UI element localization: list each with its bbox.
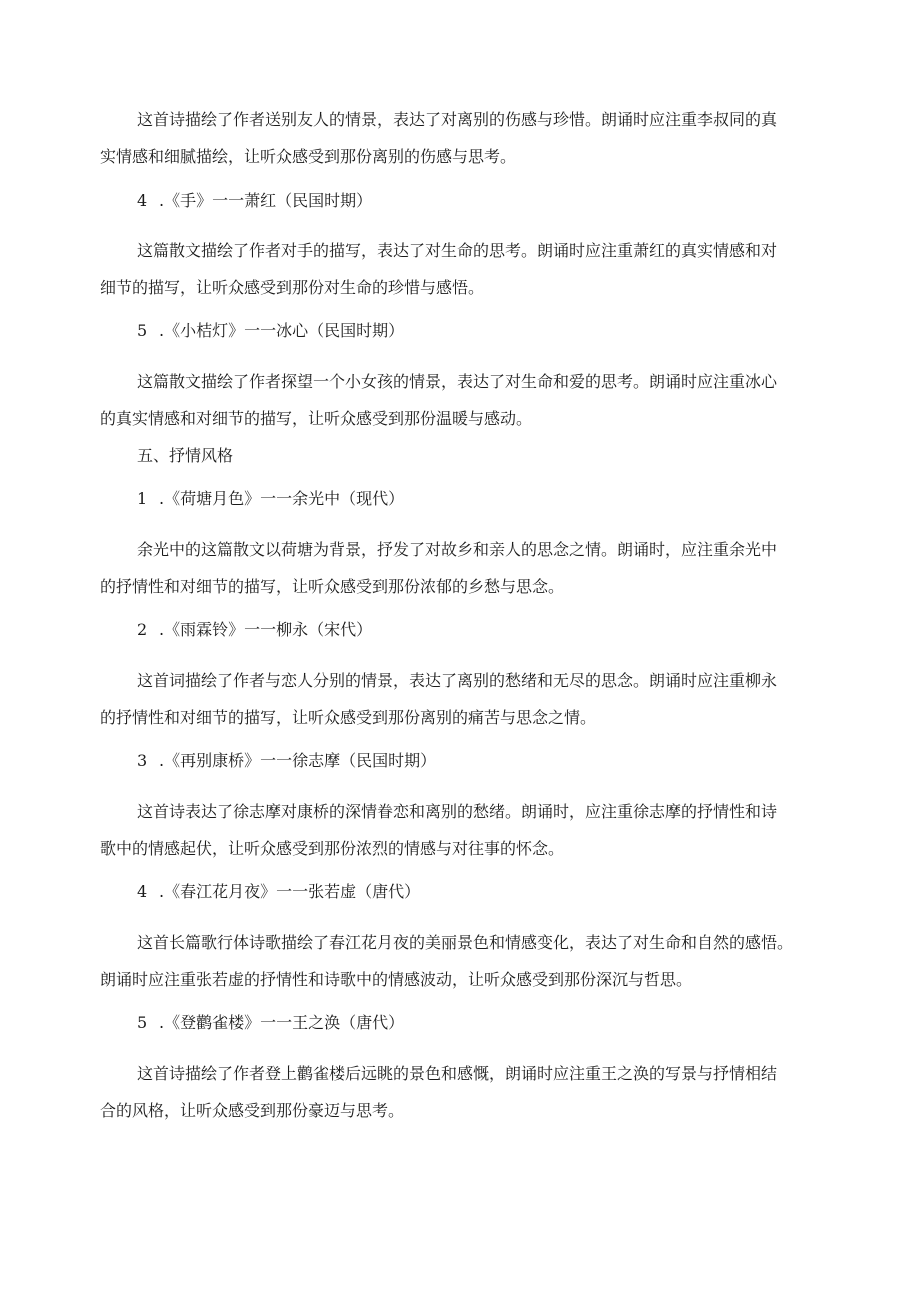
list-item-title: .《手》一一萧红（民国时期） xyxy=(159,191,373,210)
paragraph-line: 这首长篇歌行体诗歌描绘了春江花月夜的美丽景色和情感变化，表达了对生命和自然的感悟。 xyxy=(137,933,794,952)
list-item-title: .《再别康桥》一一徐志摩（民国时期） xyxy=(159,751,437,770)
paragraph-line: 的抒情性和对细节的描写，让听众感受到那份浓郁的乡愁与思念。 xyxy=(100,577,565,596)
list-item-number: 3 xyxy=(137,751,148,770)
paragraph-line: 的抒情性和对细节的描写，让听众感受到那份离别的痛苦与思念之情。 xyxy=(100,708,597,727)
list-item xyxy=(137,620,372,640)
paragraph-line: 合的风格，让听众感受到那份豪迈与思考。 xyxy=(100,1101,405,1120)
list-item-title: .《荷塘月色》一一余光中（现代） xyxy=(159,489,405,508)
list-item xyxy=(137,1013,404,1033)
paragraph-line: 这首词描绘了作者与恋人分别的情景，表达了离别的愁绪和无尽的思念。朗诵时应注重柳永 xyxy=(137,671,778,690)
list-item-number: 2 xyxy=(137,620,148,639)
list-item-number: 5 xyxy=(137,1013,148,1032)
list-item-title: .《登鹳雀楼》一一王之涣（唐代） xyxy=(159,1013,405,1032)
paragraph-line: 实情感和细腻描绘，让听众感受到那份离别的伤感与思考。 xyxy=(100,147,517,166)
section-heading: 五、抒情风格 xyxy=(137,446,234,465)
list-item-title: .《小桔灯》一一冰心（民国时期） xyxy=(159,321,405,340)
paragraph-line: 余光中的这篇散文以荷塘为背景，抒发了对故乡和亲人的思念之情。朗诵时，应注重余光中 xyxy=(137,540,778,559)
list-item-number: 4 xyxy=(137,191,148,210)
list-item-title: .《雨霖铃》一一柳永（宋代） xyxy=(159,620,373,639)
list-item-number: 1 xyxy=(137,489,148,508)
list-item xyxy=(137,321,404,341)
list-item-number: 5 xyxy=(137,321,148,340)
list-item xyxy=(137,882,420,902)
paragraph-line: 这首诗表达了徐志摩对康桥的深情眷恋和离别的愁绪。朗诵时，应注重徐志摩的抒情性和诗 xyxy=(137,802,778,821)
paragraph-line: 细节的描写，让听众感受到那份对生命的珍惜与感悟。 xyxy=(100,278,485,297)
paragraph-line: 这首诗描绘了作者登上鹳雀楼后远眺的景色和感慨，朗诵时应注重王之涣的写景与抒情相结 xyxy=(137,1064,778,1083)
list-item-title: .《春江花月夜》一一张若虚（唐代） xyxy=(159,882,421,901)
list-item xyxy=(137,191,372,211)
list-item xyxy=(137,489,404,509)
list-item-number: 4 xyxy=(137,882,148,901)
paragraph-line: 这篇散文描绘了作者探望一个小女孩的情景，表达了对生命和爱的思考。朗诵时应注重冰心 xyxy=(137,372,778,391)
paragraph-line: 的真实情感和对细节的描写，让听众感受到那份温暖与感动。 xyxy=(100,409,533,428)
paragraph-line: 歌中的情感起伏，让听众感受到那份浓烈的情感与对往事的怀念。 xyxy=(100,839,565,858)
paragraph-line: 朗诵时应注重张若虚的抒情性和诗歌中的情感波动，让听众感受到那份深沉与哲思。 xyxy=(100,970,693,989)
paragraph-line: 这篇散文描绘了作者对手的描写，表达了对生命的思考。朗诵时应注重萧红的真实情感和对 xyxy=(137,241,778,260)
list-item xyxy=(137,751,436,771)
paragraph-line: 这首诗描绘了作者送别友人的情景，表达了对离别的伤感与珍惜。朗诵时应注重李叔同的真 xyxy=(137,110,778,129)
